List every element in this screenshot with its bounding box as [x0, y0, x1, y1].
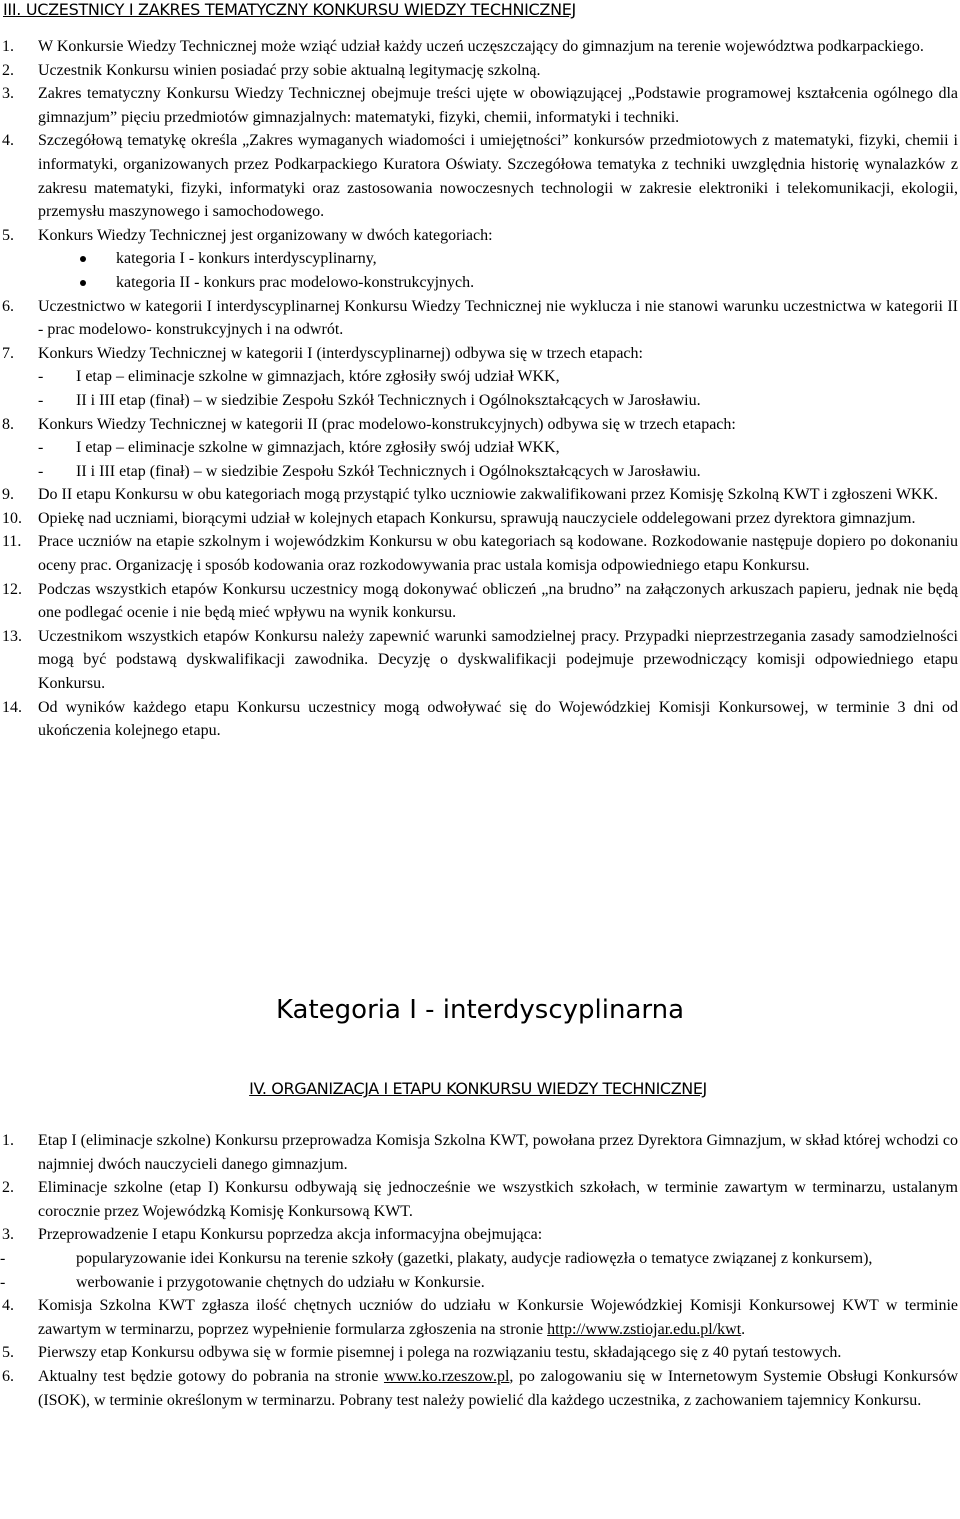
rule-item: 9. Do II etapu Konkursu w obu kategoriach mogą przystąpić tylko uczniowie zakwalifikowani przez Komisję Szkolną KWT i zgłoszeni WKK. — [2, 486, 939, 504]
category-title: Kategoria I - interdyscyplinarna — [275, 995, 685, 1025]
rule-item: 2. Eliminacje szkolne (etap I) Konkursu odbywają się jednocześnie we wszystkich szkołach, w terminie zawartym w terminarzu, ustalanym corocznie przez Wojewódzką Komisję Konkursową KWT. — [2, 1179, 958, 1220]
rule-item: 1. W Konkursie Wiedzy Technicznej może wziąć udział każdy uczeń uczęszczający do gimnazjum na terenie województwa podkarpackiego. — [2, 38, 924, 55]
section-heading-participants: III. UCZESTNICY I ZAKRES TEMATYCZNY KONKURSU WIEDZY TECHNICZNEJ — [3, 0, 576, 19]
stage-item: - I etap – eliminacje szkolne w gimnazjach, które zgłosiły swój udział WKK, — [38, 439, 560, 457]
bullet-icon — [80, 256, 86, 262]
stage-list — [38, 365, 958, 412]
rule-item: 11. Prace uczniów na etapie szkolnym i wojewódzkim Konkursu w obu kategoriach są kodowane. Rozkodowanie następuje dopiero po dokonaniu oceny prac. Organizację i sposób kodowania oraz rozkodowywania prac ustala komisja odpowiedniego etapu Konkursu. — [2, 533, 958, 575]
stage-item: - I etap – eliminacje szkolne w gimnazjach, które zgłosiły swój udział WKK, — [38, 368, 560, 386]
rule-item: 6. Aktualny test będzie gotowy do pobrania na stronie www.ko.rzeszow.pl, po zalogowaniu się w Internetowym Systemie Obsługi Konkursów (ISOK), w terminie określonym w terminarzu. Pobrany test należy powielić dla każdego uczestnika, z zachowaniem tajemnicy Konkursu. — [2, 1367, 959, 1409]
rule-item: 1. Etap I (eliminacje szkolne) Konkursu przeprowadza Komisja Szkolna KWT, powołana przez Dyrektora Gimnazjum, w skład której wchodzi co najmniej dwóch nauczycieli danego gimnazjum. — [2, 1132, 958, 1173]
stage-item: - II i III etap (finał) – w siedzibie Zespołu Szkół Technicznych i Ogólnokształcących w Jarosławiu. — [38, 462, 701, 480]
info-action-list — [0, 1247, 958, 1294]
rule-item: 13. Uczestnikom wszystkich etapów Konkursu należy zapewnić warunki samodzielnej pracy. Przypadki nieprzestrzegania zasady samodzielności mogą być podstawą dyskwalifikacji zawodnika. Decyzję o dyskwalifikacji podejmuje przewodniczący komisji odpowiedniego etapu Konkursu. — [2, 627, 958, 693]
info-action-item: - werbowanie i przygotowanie chętnych do udziału w Konkursie. — [0, 1273, 485, 1291]
rule-item: 3. Przeprowadzenie I etapu Konkursu poprzedza akcja informacyjna obejmująca: - popularyzowanie idei Konkursu na terenie szkoły (gazetki, plakaty, audycje radiowęzła o tematyce związanej z konkursem), - werbowanie i przygotowanie chętnych do udziału w Konkursie. — [0, 1223, 958, 1294]
rule-item: 3. Zakres tematyczny Konkursu Wiedzy Technicznej obejmuje treści ujęte w obowiązującej „Podstawie programowej kształcenia ogólnego dla gimnazjum” pięciu przedmiotów gimnazjalnych: matematyki, fizyki, chemii, informatyki i techniki. — [2, 85, 958, 126]
rule-item: 5. Konkurs Wiedzy Technicznej jest organizowany w dwóch kategoriach: kategoria I - konkurs interdyscyplinarny, kategoria II - konkurs prac modelowo-konstrukcyjnych. — [0, 224, 958, 295]
rule-item: 4. Komisja Szkolna KWT zgłasza ilość chętnych uczniów do udziału w Konkursie Wojewódzkiej Komisji Konkursowej KWT w terminie zawartym w terminarzu, poprzez wypełnienie formularza zgłoszenia na stronie http://www.zstiojar.edu.pl/kwt. — [2, 1297, 958, 1338]
organization-rules-list — [0, 1129, 958, 1412]
rule-item: 4. Szczegółową tematykę określa „Zakres wymaganych wiadomości i umiejętności” konkursów przedmiotowych z matematyki, fizyki, chemii i informatyki, organizowanych przez Podkarpackiego Kuratora Oświaty. Szczegółowa tematyka z techniki uwzględnia historię wynalazków z zakresu matematyki, fizyki, informatyki oraz zastosowania nowoczesnych technologii w zakresie elektroniki i telekomunikacji, ekologii, przemysłu maszynowego i samochodowego. — [2, 132, 958, 221]
bullet-item: kategoria I - konkurs interdyscyplinarny, — [38, 247, 958, 271]
participants-rules-list — [0, 35, 958, 743]
registration-form-link[interactable]: http://www.zstiojar.edu.pl/kwt — [547, 1320, 742, 1338]
rule-item: 10. Opiekę nad uczniami, biorącymi udział w kolejnych etapach Konkursu, sprawują nauczyciele oddelegowani przez dyrektora gimnazjum. — [2, 509, 916, 527]
stage-item: - II i III etap (finał) – w siedzibie Zespołu Szkół Technicznych i Ogólnokształcących w Jarosławiu. — [38, 391, 701, 409]
stage-list — [38, 436, 958, 483]
bullet-icon — [80, 280, 86, 286]
section-heading-organization: IV. ORGANIZACJA I ETAPU KONKURSU WIEDZY TECHNICZNEJ — [249, 1079, 707, 1098]
rule-item: 6. Uczestnictwo w kategorii I interdyscyplinarnej Konkursu Wiedzy Technicznej nie wyklucza i nie stanowi warunku uczestnictwa w kategorii II - prac modelowo- konstrukcyjnych i na odwrót. — [2, 297, 958, 339]
category-bullet-list — [38, 247, 958, 294]
bullet-item: kategoria II - konkurs prac modelowo-konstrukcyjnych. — [38, 271, 958, 295]
rule-item: 8. Konkurs Wiedzy Technicznej w kategorii II (prac modelowo-konstrukcyjnych) odbywa się w trzech etapach: - I etap – eliminacje szkolne w gimnazjach, które zgłosiły swój udział WKK, - II i III etap (finał) – w siedzibie Zespołu Szkół Technicznych i Ogólnokształcących w Jarosławiu. — [0, 413, 958, 484]
info-action-item: - popularyzowanie idei Konkursu na terenie szkoły (gazetki, plakaty, audycje radiowęzła o tematyce związanej z konkursem), — [0, 1249, 873, 1267]
rule-item: 14. Od wyników każdego etapu Konkursu uczestnicy mogą odwoływać się do Wojewódzkiej Komisji Konkursowej, w terminie 3 dni od ukończenia kolejnego etapu. — [2, 698, 958, 740]
rule-item: 2. Uczestnik Konkursu winien posiadać przy sobie aktualną legitymację szkolną. — [2, 61, 541, 79]
rule-item: 5. Pierwszy etap Konkursu odbywa się w formie pisemnej i polega na rozwiązaniu testu, składającego się z 40 pytań testowych. — [2, 1344, 842, 1362]
rule-item: 12. Podczas wszystkich etapów Konkursu uczestnicy mogą dokonywać obliczeń „na brudno” na załączonych arkuszach papieru, jednak nie będą one podlegać ocenie i nie będą mieć wpływu na wynik konkursu. — [2, 580, 958, 622]
rule-item: 7. Konkurs Wiedzy Technicznej w kategorii I (interdyscyplinarnej) odbywa się w trzech etapach: - I etap – eliminacje szkolne w gimnazjach, które zgłosiły swój udział WKK, - II i III etap (finał) – w siedzibie Zespołu Szkół Technicznych i Ogólnokształcących w Jarosławiu. — [0, 342, 958, 413]
kuratorium-website-link[interactable]: www.ko.rzeszow.pl — [383, 1367, 510, 1385]
